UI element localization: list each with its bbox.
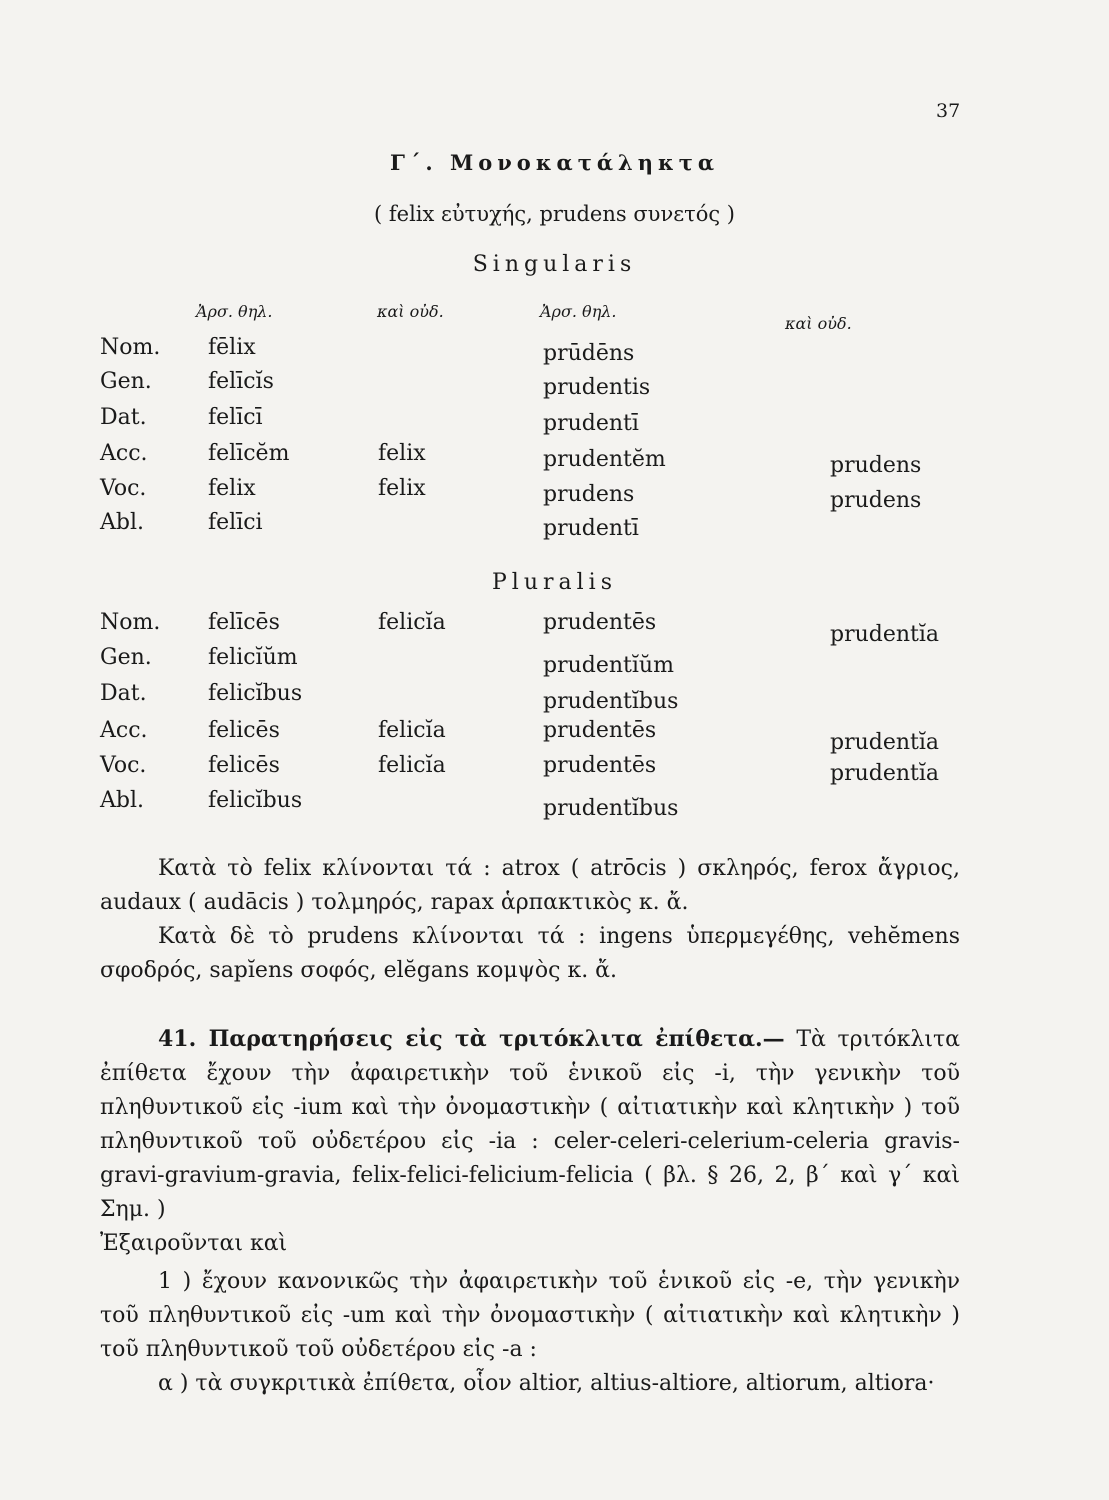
prudens-n: prudentĭa xyxy=(830,622,940,647)
felix-mf: felicĭbus xyxy=(208,681,303,706)
felix-mf: felicĭŭm xyxy=(208,645,298,670)
prudens-mf: prudentī xyxy=(543,516,639,541)
prudens-n: prudentĭa xyxy=(830,761,940,786)
case-label: Voc. xyxy=(100,753,147,778)
table-row xyxy=(100,610,960,647)
felix-mf: felīcĕm xyxy=(208,441,290,466)
section-41 xyxy=(100,1022,960,1401)
prudens-mf: prūdēns xyxy=(543,341,635,366)
case-label: Nom. xyxy=(100,335,161,360)
note-prudens: Κατὰ δὲ τὸ prudens κλίνονται τά : ingens ὑπερμεγέθης, vehĕmens σφοδρός, sapĭens σοφός, elĕgans κομψὸς κ. ἄ. xyxy=(100,924,960,983)
prudens-n: prudens xyxy=(830,453,922,478)
column-header-neut-2: καὶ οὐδ. xyxy=(785,314,852,333)
felix-mf: felīcī xyxy=(208,405,263,430)
table-row xyxy=(100,369,960,403)
case-label: Acc. xyxy=(100,718,148,743)
page-number: 37 xyxy=(936,100,961,122)
felix-mf: felicēs xyxy=(208,753,280,778)
felix-n: felicĭa xyxy=(378,753,446,778)
felix-n: felix xyxy=(378,476,426,501)
exception-1: 1 ) ἔχουν κανονικῶς τὴν ἀφαιρετικὴν τοῦ ἑνικοῦ εἰς -e, τὴν γενικὴν τοῦ πληθυντικοῦ εἰς -um καὶ τὴν ὀνομαστικὴν ( αἰτιατικὴν καὶ κλητικὴν ) τοῦ πληθυντικοῦ τοῦ οὐδετέρου εἰς -a : xyxy=(100,1269,960,1362)
prudens-mf: prudentĭbus xyxy=(543,689,679,714)
notes-block xyxy=(100,852,960,988)
table-row xyxy=(100,405,960,439)
prudens-mf: prudentĕm xyxy=(543,447,666,472)
table-row xyxy=(100,510,960,544)
section-41-text: Τὰ τριτόκλιτα ἐπίθετα ἔχουν τὴν ἀφαιρετικὴν τοῦ ἑνικοῦ εἰς -i, τὴν γενικὴν τοῦ πληθυντικοῦ εἰς -ium καὶ τὴν ὀνομαστικὴν ( αἰτιατικὴν καὶ κλητικὴν ) τοῦ πληθυντικοῦ τοῦ οὐδετέρου εἰς -ia : celer-celeri-celerium-celeria gravis-gravi-gravium-gravia, felix-felici-felicium-felicia ( βλ. § 26, 2, β΄ καὶ γ΄ καὶ Σημ. ) xyxy=(100,1027,960,1222)
prudens-mf: prudentis xyxy=(543,375,651,400)
prudens-n: prudens xyxy=(830,488,922,513)
felix-mf: fēlix xyxy=(208,335,256,360)
case-label: Abl. xyxy=(100,510,144,535)
singular-heading: Singularis xyxy=(472,252,637,277)
table-row xyxy=(100,788,960,822)
table-row xyxy=(100,645,960,679)
felix-mf: felicĭbus xyxy=(208,788,303,813)
exception-1a: α ) τὰ συγκριτικὰ ἐπίθετα, οἷον altior, altius-altiore, altiorum, altiora· xyxy=(158,1371,935,1396)
felix-mf: felīcēs xyxy=(208,610,280,635)
section-title: Γ΄. Μονοκατάληκτα xyxy=(389,150,720,175)
table-row xyxy=(100,681,960,715)
prudens-mf: prudens xyxy=(543,482,635,507)
prudens-mf: prudentī xyxy=(543,411,639,436)
felix-mf: felicēs xyxy=(208,718,280,743)
section-41-label: 41. Παρατηρήσεις εἰς τὰ τριτόκλιτα ἐπίθετα.— xyxy=(158,1026,785,1052)
felix-mf: felīci xyxy=(208,510,263,535)
column-header-masc-fem-1: Ἀρσ. θηλ. xyxy=(196,302,273,321)
prudens-mf: prudentēs xyxy=(543,753,657,778)
case-label: Voc. xyxy=(100,476,147,501)
felix-n: felix xyxy=(378,441,426,466)
subtitle: ( felix εὐτυχής, prudens συνετός ) xyxy=(374,202,735,226)
felix-mf: felīcĭs xyxy=(208,369,274,394)
table-row xyxy=(100,753,960,787)
prudens-mf: prudentēs xyxy=(543,610,657,635)
column-header-neut-1: καὶ οὐδ. xyxy=(377,302,444,321)
prudens-n: prudentĭa xyxy=(830,730,940,755)
prudens-mf: prudentēs xyxy=(543,718,657,743)
felix-mf: felix xyxy=(208,476,256,501)
exceptions-intro: Ἐξαιροῦνται καὶ xyxy=(100,1231,288,1256)
felix-n: felicĭa xyxy=(378,610,446,635)
column-header-masc-fem-2: Ἀρσ. θηλ. xyxy=(540,302,617,321)
prudens-mf: prudentĭbus xyxy=(543,796,679,821)
case-label: Acc. xyxy=(100,441,148,466)
table-row xyxy=(100,718,960,755)
prudens-mf: prudentĭŭm xyxy=(543,653,674,678)
table-row xyxy=(100,441,960,478)
case-label: Abl. xyxy=(100,788,144,813)
felix-n: felicĭa xyxy=(378,718,446,743)
note-felix: Κατὰ τὸ felix κλίνονται τά : atrox ( atrōcis ) σκληρός, ferox ἄγριος, audaux ( audācis ) τολμηρός, rapax ἁρπακτικὸς κ. ἄ. xyxy=(100,856,960,915)
case-label: Gen. xyxy=(100,369,152,394)
section-41-paragraph xyxy=(100,1022,960,1227)
case-label: Nom. xyxy=(100,610,161,635)
case-label: Dat. xyxy=(100,681,147,706)
table-row xyxy=(100,476,960,513)
plural-heading: Pluralis xyxy=(491,570,617,595)
case-label: Gen. xyxy=(100,645,152,670)
table-row xyxy=(100,335,960,369)
case-label: Dat. xyxy=(100,405,147,430)
